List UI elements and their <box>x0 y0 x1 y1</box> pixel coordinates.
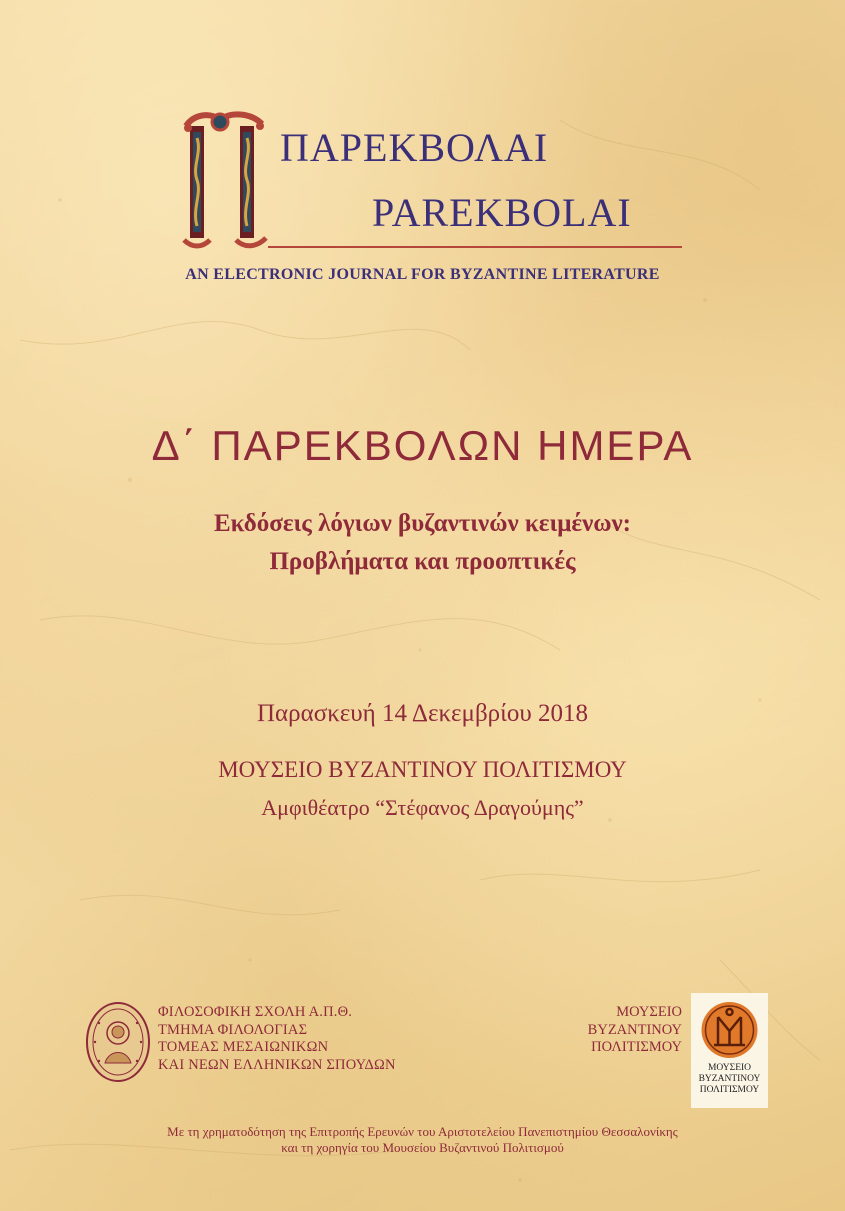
event-subtitle-line1: Εκδόσεις λόγιων βυζαντινών κειμένων: <box>213 510 632 537</box>
museum-line: ΒΥΖΑΝΤΙΝΟΥ <box>587 1021 682 1038</box>
event-subtitle-line2: Προβλήματα και προοπτικές <box>269 548 576 575</box>
masthead-rule <box>268 246 682 248</box>
museum-logo-text <box>691 1063 768 1096</box>
event-date: Παρασκευή 14 Δεκεμβρίου 2018 <box>257 700 588 727</box>
museum-logo-icon <box>691 993 768 1108</box>
funding-line2: και τη χορηγία του Μουσείου Βυζαντινού Πολιτισμού <box>281 1140 564 1155</box>
university-line: ΤΜΗΜΑ ΦΙΛΟΛΟΓΙΑΣ <box>158 1021 308 1038</box>
funding-line1: Με τη χρηματοδότηση της Επιτροπής Ερευνών του Αριστοτελείου Πανεπιστημίου Θεσσαλονίκης <box>167 1124 678 1139</box>
university-seal-icon <box>85 1001 151 1083</box>
museum-block <box>560 1004 682 1057</box>
event-hall: Αμφιθέατρο “Στέφανος Δραγούμης” <box>261 795 584 820</box>
journal-subtitle: AN ELECTRONIC JOURNAL FOR BYZANTINE LITERATURE <box>185 266 660 283</box>
funding-note <box>0 1124 845 1156</box>
university-block <box>158 1004 396 1074</box>
university-line: ΤΟΜΕΑΣ ΜΕΣΑΙΩΝΙΚΩΝ <box>158 1039 329 1055</box>
journal-title-latin: PAREKBOLAI <box>372 190 632 235</box>
museum-emblem-icon <box>700 999 759 1061</box>
museum-line: ΠΟΛΙΤΙΣΜΟΥ <box>591 1039 682 1055</box>
illuminated-pi-initial-icon <box>180 108 268 254</box>
event-venue: ΜΟΥΣΕΙΟ ΒΥΖΑΝΤΙΝΟΥ ΠΟΛΙΤΙΣΜΟΥ <box>218 757 627 782</box>
museum-line: ΜΟΥΣΕΙΟ <box>616 1004 682 1020</box>
event-title: Δ΄ ΠΑΡΕΚΒΟΛΩΝ ΗΜΕΡΑ <box>151 422 694 469</box>
museum-logo-line: ΜΟΥΣΕΙΟ <box>707 1063 752 1073</box>
university-line: ΦΙΛΟΣΟΦΙΚΗ ΣΧΟΛΗ Α.Π.Θ. <box>158 1004 353 1020</box>
journal-title-greek: ΠΑΡΕΚΒΟΛΑΙ <box>280 125 549 170</box>
museum-logo-line: ΠΟΛΙΤΙΣΜΟΥ <box>699 1085 760 1095</box>
university-line: ΚΑΙ ΝΕΩΝ ΕΛΛΗΝΙΚΩΝ ΣΠΟΥΔΩΝ <box>158 1056 396 1073</box>
museum-logo-line: ΒΥΖΑΝΤΙΝΟΥ <box>698 1074 761 1084</box>
